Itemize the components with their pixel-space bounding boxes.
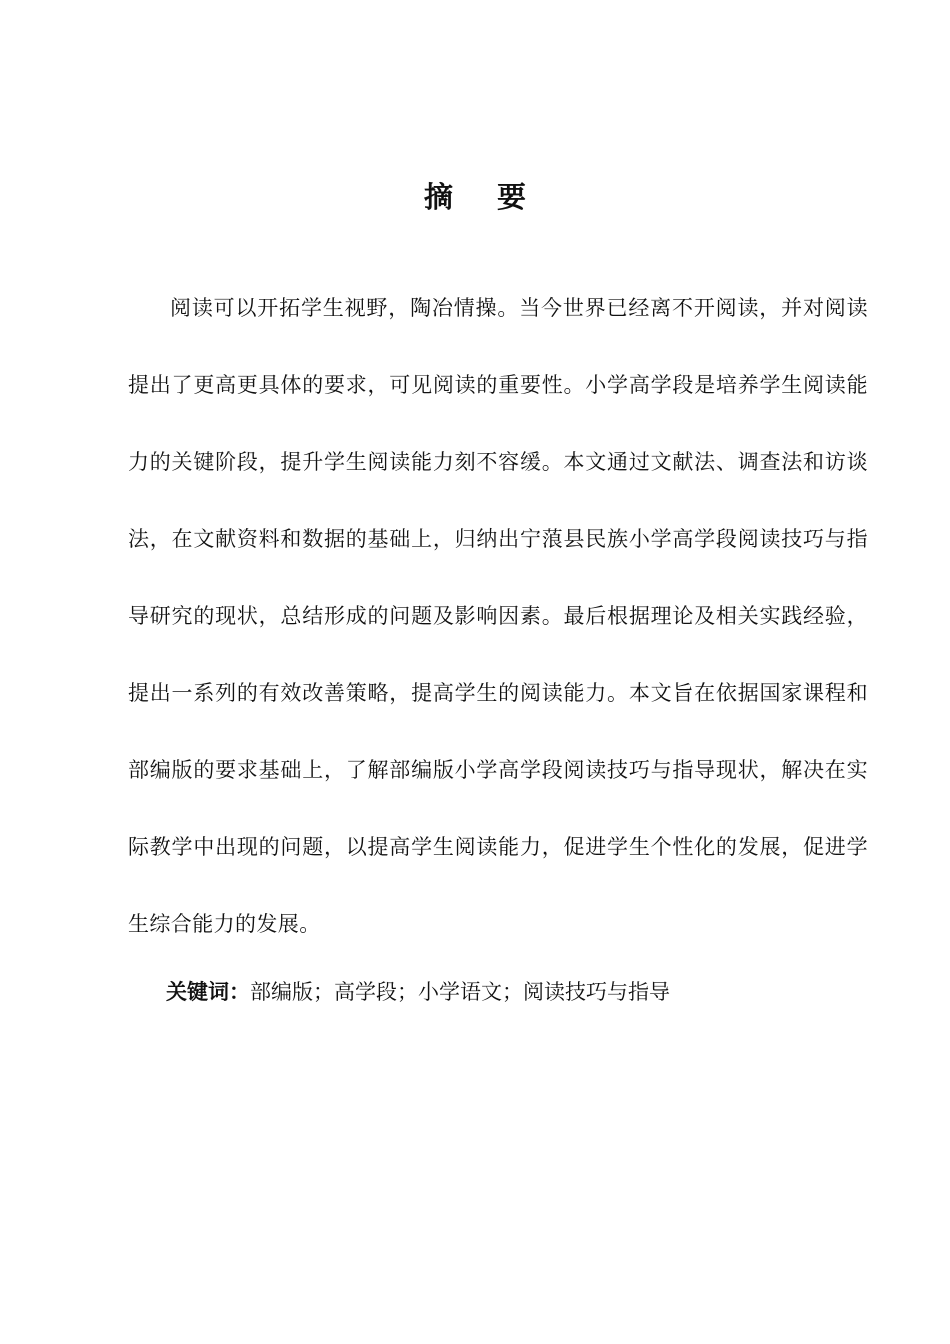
abstract-paragraph: 阅读可以开拓学生视野，陶冶情操。当今世界已经离不开阅读，并对阅读提出了更高更具体的要求，可见阅读的重要性。小学高学段是培养学生阅读能力的关键阶段，提升学生阅读能力刻不容缓。本文通过文献法、调查法和访谈法，在文献资料和数据的基础上，归纳出宁蒗县民族小学高学段阅读技巧与指导研究的现状，总结形成的问题及影响因素。最后根据理论及相关实践经验，提出一系列的有效改善策略，提高学生的阅读能力。本文旨在依据国家课程和部编版的要求基础上，了解部编版小学高学段阅读技巧与指导现状，解决在实际教学中出现的问题，以提高学生阅读能力，促进学生个性化的发展，促进学生综合能力的发展。 — [128, 296, 868, 936]
page-title — [0, 177, 950, 217]
title-char-2: 要 — [497, 180, 527, 215]
title-char-1: 摘 — [423, 180, 453, 215]
keywords-label: 关键词： — [166, 980, 250, 1004]
keywords-line — [166, 972, 670, 1012]
keywords-text: 部编版；高学段；小学语文；阅读技巧与指导 — [250, 980, 670, 1004]
